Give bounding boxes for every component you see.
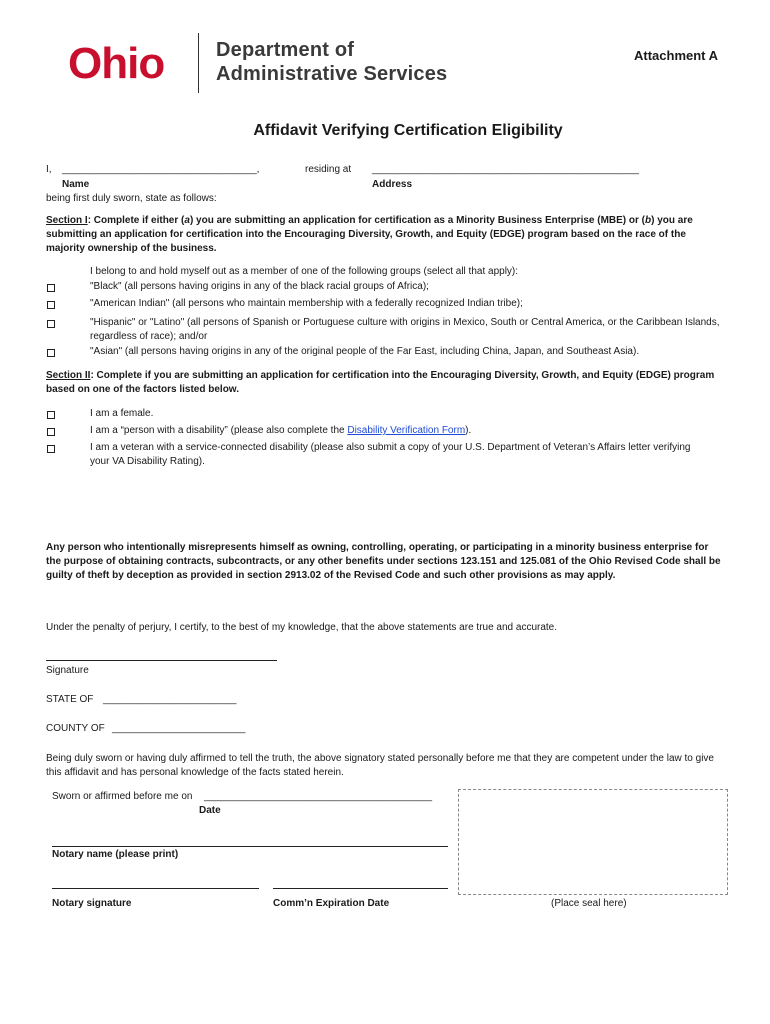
signature-label: Signature	[46, 665, 89, 676]
option-black: "Black" (all persons having origins in any of the black racial groups of Africa);	[90, 281, 429, 292]
ohio-logo	[68, 32, 188, 88]
checkbox-female[interactable]	[47, 411, 55, 419]
state-field[interactable]: ________________________	[103, 694, 237, 705]
signature-line[interactable]	[46, 660, 277, 661]
checkbox-american-indian[interactable]	[47, 301, 55, 309]
option-disability: I am a “person with a disability” (please also complete the Disability Verification Form).	[90, 425, 472, 436]
notary-statement: Being duly sworn or having duly affirmed to tell the truth, the above signatory stated personally before me that they are competent under the law to give this affidavit and has personal knowledge of the facts stated herein.	[46, 753, 714, 778]
state-label: STATE OF	[46, 694, 94, 705]
svg-text:Ohio: Ohio	[68, 39, 165, 88]
address-caption: Address	[372, 179, 413, 190]
notary-name-caption: Notary name (please print)	[52, 849, 179, 860]
name-field[interactable]: ___________________________________,	[62, 164, 260, 175]
checkbox-hispanic[interactable]	[47, 320, 55, 328]
warning-text: Any person who intentionally misrepresents himself as owning, controlling, operating, or participating in a minority business enterprise for the purpose of obtaining contracts, subcontracts, or any other benefits under sections 123.151 and 125.081 of the Ohio Revised Code shall be guilty of theft by deception as provided in section 2913.02 of the Revised Code and such other provisions as may apply.	[46, 542, 721, 581]
sworn-line: being first duly sworn, state as follows:	[46, 193, 217, 204]
notary-signature-caption: Notary signature	[52, 898, 132, 909]
date-caption: Date	[199, 805, 221, 816]
i-label: I,	[46, 164, 52, 175]
section1-heading: Section I: Complete if either (a) you are submitting an application for certification as a Minority Business Enterprise (MBE) or (b) you are submitting an application for certification into the Encouraging Diversity, Growth, and Equity (EDGE) program based on the race of the majority ownership of the business.	[46, 215, 693, 254]
address-field[interactable]: ________________________________________________	[372, 164, 639, 175]
department-name: Department of Administrative Services	[216, 39, 448, 85]
checkbox-asian[interactable]	[47, 349, 55, 357]
option-veteran: I am a veteran with a service-connected disability (please also submit a copy of your U.S. Department of Veteran’s Affairs letter verifying your VA Disability Rating).	[90, 442, 691, 467]
section1-lead: I belong to and hold myself out as a member of one of the following groups (select all that apply):	[90, 266, 519, 277]
disability-verification-form-link[interactable]: Disability Verification Form	[347, 425, 466, 436]
checkbox-veteran[interactable]	[47, 445, 55, 453]
checkbox-disability[interactable]	[47, 428, 55, 436]
page-title: Affidavit Verifying Certification Eligibility	[253, 122, 563, 139]
perjury-statement: Under the penalty of perjury, I certify, to the best of my knowledge, that the above statements are true and accurate.	[46, 622, 558, 633]
option-hispanic: "Hispanic" or "Latino" (all persons of Spanish or Portuguese culture with origins in Mexico, South or Central America, or the Caribbean Islands, regardless of race); and/or	[90, 317, 720, 342]
name-caption: Name	[62, 179, 90, 190]
sworn-date-field[interactable]: _________________________________________	[204, 791, 433, 802]
county-label: COUNTY OF	[46, 723, 105, 734]
notary-seal-box	[458, 789, 728, 895]
option-asian: "Asian" (all persons having origins in any of the original people of the Far East, including China, Japan, and Southeast Asia).	[90, 346, 640, 357]
checkbox-black[interactable]	[47, 284, 55, 292]
expiration-date-line[interactable]	[273, 888, 448, 889]
expiration-date-caption: Comm’n Expiration Date	[273, 898, 390, 909]
county-field[interactable]: ________________________	[112, 723, 246, 734]
section2-heading: Section II: Complete if you are submitting an application for certification into the Encouraging Diversity, Growth, and Equity (EDGE) program based on one of the factors listed below.	[46, 370, 715, 395]
logo-divider	[198, 33, 199, 93]
attachment-label: Attachment A	[634, 48, 719, 63]
notary-signature-line[interactable]	[52, 888, 259, 889]
option-american-indian: "American Indian" (all persons who maintain membership with a federally recognized Indian tribe);	[90, 298, 523, 309]
residing-label: residing at	[305, 164, 352, 175]
option-female: I am a female.	[90, 408, 154, 419]
seal-caption: (Place seal here)	[551, 898, 627, 909]
notary-name-line[interactable]	[52, 846, 448, 847]
sworn-label: Sworn or affirmed before me on	[52, 791, 193, 802]
